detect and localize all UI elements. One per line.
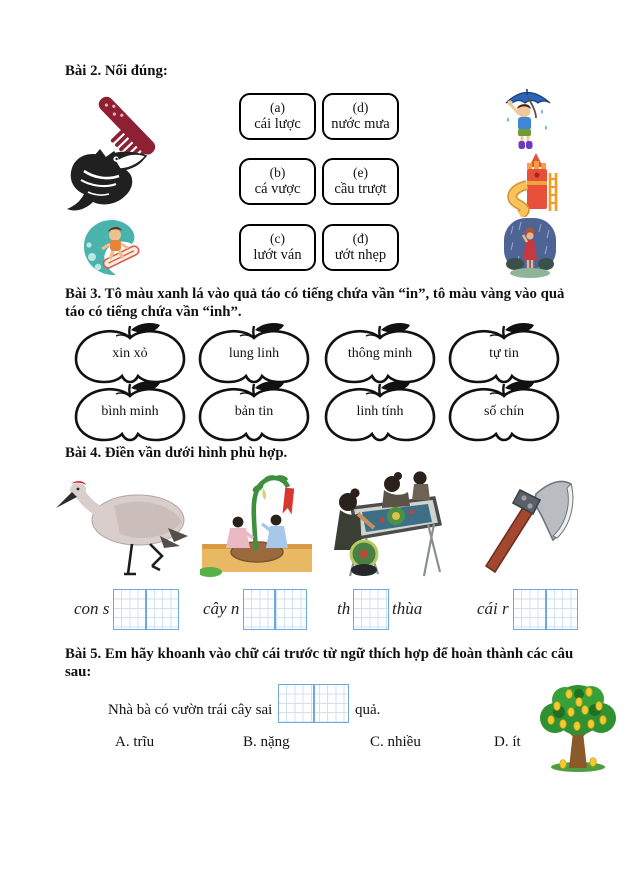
- match-box-b-word: cá vược: [254, 180, 301, 197]
- bai5-option-a[interactable]: A. trĩu: [115, 734, 155, 750]
- embroidery-image: [322, 462, 442, 587]
- apple-word: lung linh: [228, 346, 280, 361]
- apple-word: tự tin: [489, 346, 519, 361]
- bai5-option-b[interactable]: B. nặng: [243, 734, 290, 750]
- apple-4[interactable]: [446, 320, 562, 386]
- match-box-b[interactable]: [239, 158, 316, 205]
- mango-tree-icon: [533, 682, 623, 772]
- apple-5[interactable]: [72, 378, 188, 444]
- apple-word: bản tin: [234, 404, 274, 419]
- match-box-a-word: cái lược: [254, 115, 301, 132]
- match-box-b-letter: (b): [269, 165, 286, 181]
- bai4-answer-2-prefix: cây n: [203, 599, 240, 618]
- apple-2[interactable]: [196, 320, 312, 386]
- match-box-d[interactable]: [322, 93, 399, 140]
- neu-tree-icon: [200, 466, 314, 578]
- bai5-sentence-before: Nhà bà có vườn trái cây sai: [108, 702, 273, 718]
- mango-tree-image: [533, 682, 623, 777]
- axe-icon: [458, 466, 576, 582]
- match-box-e-word: cầu trượt: [334, 180, 387, 197]
- embroidery-icon: [322, 462, 442, 582]
- fish-image[interactable]: [64, 148, 148, 221]
- apple-word: số chín: [483, 404, 525, 419]
- rain-woman-icon: [501, 216, 559, 280]
- apple-3[interactable]: [322, 320, 438, 386]
- bai4-answer-1-grid[interactable]: [113, 589, 179, 630]
- boy-umbrella-image[interactable]: [498, 85, 558, 156]
- match-box-dd-word: ướt nhẹp: [334, 246, 387, 263]
- bai4-answer-3-prefix: th: [337, 599, 351, 618]
- bai4-answer-4-prefix: cái r: [477, 599, 509, 618]
- apple-7[interactable]: [322, 378, 438, 444]
- bai2-title: Bài 2. Nối đúng:: [65, 63, 168, 79]
- bai4-title: Bài 4. Điền vần dưới hình phù hợp.: [65, 445, 288, 461]
- bai4-answer-3-suffix: thùa: [392, 599, 423, 618]
- boy-umbrella-icon: [498, 85, 558, 151]
- match-box-c-letter: (c): [270, 231, 285, 247]
- slide-image[interactable]: [503, 151, 561, 222]
- apple-word: linh tính: [356, 404, 404, 419]
- match-box-d-letter: (d): [352, 100, 369, 116]
- apple-1[interactable]: [72, 320, 188, 386]
- bai4-answer-2-grid[interactable]: [243, 589, 307, 630]
- axe-image: [458, 466, 576, 587]
- slide-icon: [503, 151, 561, 217]
- match-box-c-word: lướt ván: [253, 246, 302, 263]
- match-box-dd[interactable]: [322, 224, 399, 271]
- bai4-answer-4-grid[interactable]: [513, 589, 578, 630]
- bai5-option-d[interactable]: D. ít: [494, 734, 521, 750]
- apple-8[interactable]: [446, 378, 562, 444]
- rain-woman-image[interactable]: [501, 216, 559, 285]
- apple-word: thông minh: [347, 346, 413, 361]
- surfer-image[interactable]: [80, 217, 144, 284]
- crane-icon: [56, 466, 194, 582]
- neu-tree-image: [200, 466, 314, 583]
- apple-word: xin xỏ: [112, 346, 148, 361]
- match-box-d-word: nước mưa: [331, 115, 390, 132]
- bai5-answer-grid[interactable]: [278, 684, 349, 723]
- crane-image: [56, 466, 194, 587]
- match-box-c[interactable]: [239, 224, 316, 271]
- bai5-title: Bài 5. Em hãy khoanh vào chữ cái trước từ ngữ thích hợp để hoàn thành các câu sau:: [65, 646, 574, 681]
- match-box-e-letter: (e): [353, 165, 368, 181]
- bai4-answer-3-grid[interactable]: [353, 589, 389, 630]
- surfer-icon: [80, 217, 144, 279]
- bai5-sentence-after: quả.: [355, 702, 381, 718]
- bai4-answer-1-prefix: con s: [74, 599, 110, 618]
- match-box-e[interactable]: [322, 158, 399, 205]
- match-box-a-letter: (a): [270, 100, 285, 116]
- match-box-dd-letter: (đ): [352, 231, 369, 247]
- apple-6[interactable]: [196, 378, 312, 444]
- apple-word: bình minh: [101, 404, 159, 419]
- bai5-option-c[interactable]: C. nhiều: [370, 734, 421, 750]
- bai3-title: Bài 3. Tô màu xanh lá vào quả táo có tiếng chứa vần “in”, tô màu vàng vào quả táo có tiếng chứa vần “inh”.: [65, 286, 565, 321]
- fish-icon: [64, 148, 148, 216]
- match-box-a[interactable]: [239, 93, 316, 140]
